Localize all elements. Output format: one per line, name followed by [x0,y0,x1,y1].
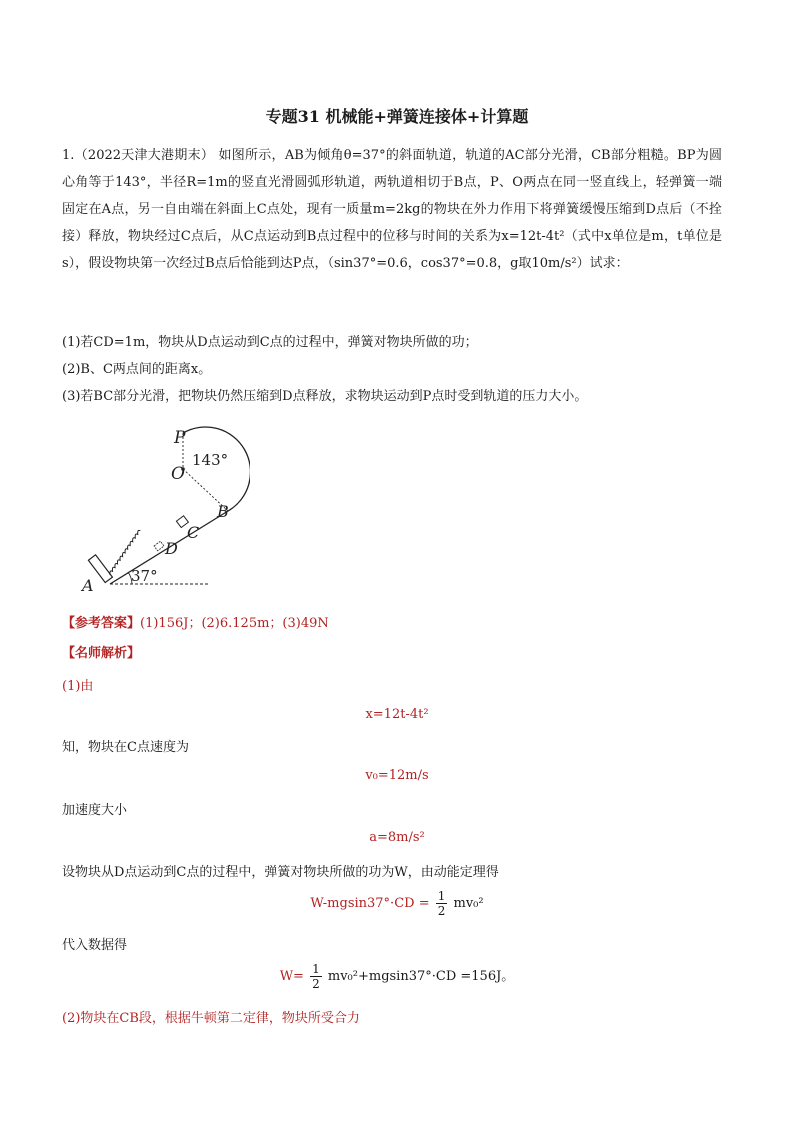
question-3: (3)若BC部分光滑，把物块仍然压缩到D点释放，求物块运动到P点时受到轨道的压力大小。 [62,389,588,404]
label-arc-angle: 143° [192,451,229,469]
answer-label: 【参考答案】 [62,616,141,631]
incline-diagram [80,425,250,595]
page-title: 专题31 机械能+弹簧连接体+计算题 [265,107,529,126]
equation-velocity: v₀=12m/s [365,768,429,783]
analysis-label: 【名师解析】 [62,646,141,661]
eq5-right: mv₀²+mgsin37°·CD =156J。 [327,969,515,984]
eq4-fraction: $\frac{1}{2}$ [437,889,446,918]
label-a: A [82,576,94,595]
analysis-line-6: (2)物块在CB段，根据牛顿第二定律，物块所受合力 [62,1011,360,1026]
question-2: (2)B、C两点间的距离x。 [62,362,212,377]
analysis-line-2: 知，物块在C点速度为 [62,740,189,755]
label-incline-angle: 37° [131,567,158,585]
eq5-fraction: $\frac{1}{2}$ [312,962,320,991]
eq4-left: W-mgsin37°·CD = [310,896,430,911]
equation-acceleration: a=8m/s² [369,830,425,845]
analysis-line-5: 代入数据得 [62,938,128,953]
label-p: P [174,428,186,448]
compressed-position-marker [154,541,164,551]
eq5-left: W= [279,969,304,984]
equation-work-result [0,962,794,991]
equation-work-energy [0,889,794,918]
label-b: B [217,502,229,521]
analysis-line-1: (1)由 [62,679,94,694]
question-1: (1)若CD=1m，物块从D点运动到C点的过程中，弹簧对物块所做的功； [62,335,478,350]
eq4-right: mv₀² [453,896,484,911]
reference-answer [62,612,329,631]
analysis-line-3: 加速度大小 [62,803,128,818]
label-o: O [171,464,185,484]
label-c: C [187,523,200,542]
equation-displacement: x=12t-4t² [365,707,429,722]
analysis-line-4: 设物块从D点运动到C点的过程中，弹簧对物块所做的功为W，由动能定理得 [62,865,499,880]
label-d: D [165,539,178,558]
problem-statement: 1.（2022天津大港期末） 如图所示，AB为倾角θ=37°的斜面轨道，轨道的AC部分光滑，CB部分粗糙。BP为圆心角等于143°，半径R=1m的竖直光滑圆弧形轨道，两轨道相切于B点，P、O两点在同一竖直线上，轻弹簧一端固定在A点，另一自由端在斜面上C点处，现有一质量m=2kg的物块在外力作用下将弹簧缓慢压缩到D点后（不拴接）释放，物块经过C点后，从C点运动到B点过程中的位移与时间的关系为x=12t-4t²（式中x单位是m，t单位是s），假设物块第一次经过B点后恰能到达P点，（sin37°=0.6，cos37°=0.8，g取10m/s²）试求： [62,148,722,271]
answer-text: (1)156J；(2)6.125m；(3)49N [140,616,329,631]
